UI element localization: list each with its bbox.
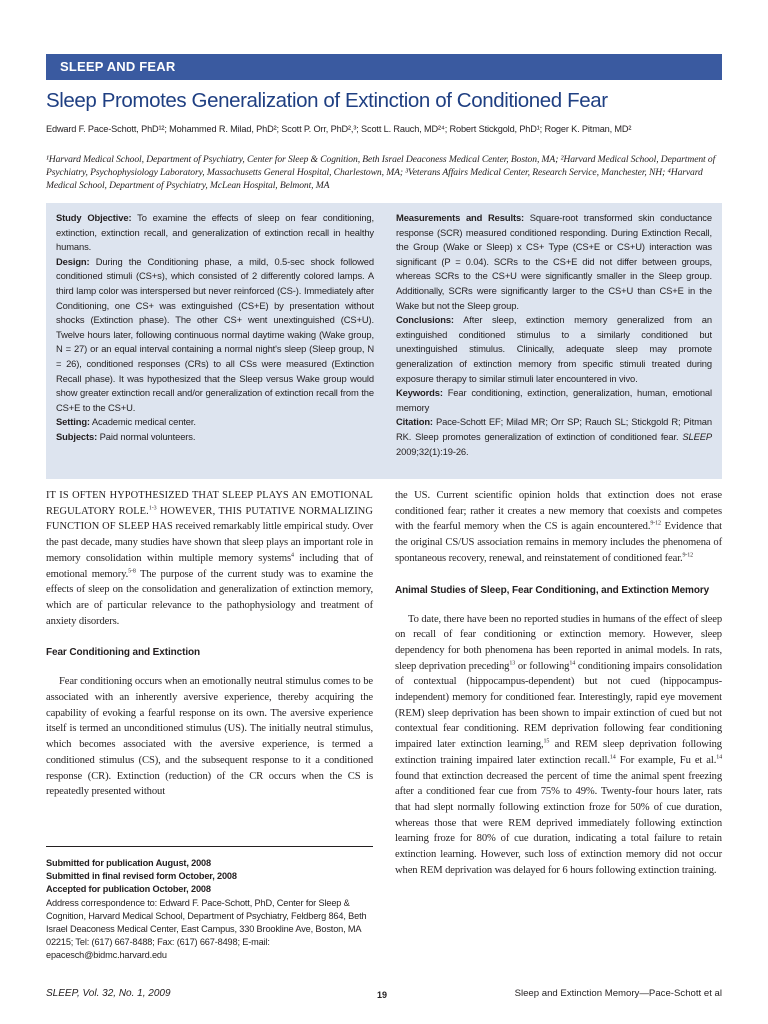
affiliations: ¹Harvard Medical School, Department of Psychiatry, Center for Sleep & Cognition, Beth Israel Deaconess Medical Center, Boston, MA; ²Harvard Medical School, Department of Psychiatry, Psychophysiology Laboratory, Massachusetts General Hospital, Charlestown, MA; ³Veterans Affairs Medical Center, Research Service, Manchester, NH; ⁴Harvard Medical School, Department of Psychiatry, McLean Hospital, Belmont, MA [46,154,716,191]
intro-text-a: received remarkably little empirical study. Over the past decade, many studies have shown that sleep plays an important role in memory consolidation within multiple memory systems [46,521,373,564]
animal-text-c: conditioning impairs consolidation of contextual (hippocampus-dependent) but not cued (hippocampus-independent) memory for conditioned fear. Interestingly, rapid eye movement (REM) sleep deprivation has been shown to impair extinction of cued but not contextual fear conditioning. REM deprivation following fear conditioning impaired later extinction learning, [395,660,722,751]
extinction-text-b: Evidence that the original CS/US association remains in memory includes the phenomena of spontaneous recovery, renewal, and reinstatement of conditioned fear. [395,521,722,564]
ref-marker: 15 [543,738,550,745]
ref-marker: 13 [509,660,516,667]
setting-text: Academic medical center. [91,416,196,428]
author-list: Edward F. Pace-Schott, PhD¹²; Mohammed R. Milad, PhD²; Scott P. Orr, PhD²,³; Scott L. Rauch, MD²⁴; Robert Stickgold, PhD¹; Roger K. Pitman, MD² [46,124,632,134]
abstract-right-column [396,211,712,459]
intro-text-c: The purpose of the current study was to examine the effects of sleep on the consolidation and generalization of extinction memory, which are of particular relevance to the pathophysiology and treatment of anxiety disorders. [46,568,373,627]
measurements-label: Measurements and Results: [396,212,525,223]
running-title: Sleep and Extinction Memory—Pace-Schott et al [514,988,722,999]
extinction-paragraph [395,488,722,567]
conclusions-label: Conclusions: [396,314,454,326]
abstract-box [46,203,722,479]
body-right-column [395,488,722,878]
subjects-text: Paid normal volunteers. [99,430,196,442]
study-objective-label: Study Objective: [56,212,132,223]
abstract-subjects [56,430,374,445]
measurements-text: Square-root transformed skin conductance response (SCR) measured conditioned responding. During Extinction Recall, the Group (Wake or Sleep) x CS+ Type (CS+E or CS+U) interaction was significant (P = 0.04). SCRs to the CS+E did not differ between groups, whereas SCRs to the CS+U were significantly smaller in the Sleep group. Additionally, SCRs were significantly larger to the CS+U than CS+E in the Wake but not the Sleep group. [396,212,712,311]
section-label: SLEEP AND FEAR [60,59,176,74]
body-left-column [46,488,373,800]
citation-journal: SLEEP [682,430,712,442]
keywords-label: Keywords: [396,387,443,399]
ref-marker: 14 [569,660,576,667]
ref-marker: 4 [291,552,294,559]
citation-text: Pace-Schott EF; Milad MR; Orr SP; Rauch SL; Stickgold R; Pitman RK. Sleep promotes generalization of extinction of conditioned fear. [396,416,712,442]
heading-animal-studies: Animal Studies of Sleep, Fear Conditioning, and Extinction Memory [395,584,710,596]
conclusions-text: After sleep, extinction memory generalized from an extinguished conditioned stimulus to a similarly conditioned but unextinguished stimulus. Clinically, adequate sleep may promote generalization of extinction memory from specific stimuli treated during exposure therapy to similar stimuli later encountered in vivo. [396,314,712,384]
intro-lead-caps: IT IS OFTEN HYPOTHESIZED THAT SLEEP PLAYS AN EMOTIONAL REGULATORY ROLE. [46,490,373,517]
animal-text-d: and REM sleep deprivation following extinction training impaired later extinction recall. [395,739,722,766]
design-label: Design: [56,255,90,267]
submission-notes [46,857,373,963]
keywords-text: Fear conditioning, extinction, generalization, human, emotional memory [396,387,712,413]
animal-text-a: To date, there have been no reported studies in humans of the effect of sleep on recall of fear conditioning or extinction memory. However, sleep dependency for both phenomena has been reported in animal models. In rats, sleep deprivation preceding [395,613,722,672]
ref-marker: 1-3 [148,505,157,512]
fear-conditioning-paragraph: Fear conditioning occurs when an emotionally neutral stimulus comes to be associated with an inherently aversive experience, thereby acquiring the capability of evoking a fearful response on its own. The aversive experience itself is termed an unconditioned stimulus (US). The initially neutral stimulus, which becomes associated with the aversive experience, is termed a conditioned stimulus (CS), and the subsequent response to it a conditioned response (CR). Extinction (reduction) of the CR occurs when the CS is repeatedly presented without [46,676,373,798]
heading-fear-conditioning: Fear Conditioning and Extinction [46,647,201,659]
article-title: Sleep Promotes Generalization of Extinction of Conditioned Fear [46,89,608,112]
ref-marker: 14 [716,754,722,761]
abstract-setting [56,415,374,430]
notes-divider [46,846,373,847]
abstract-study-objective [56,211,374,255]
footer-journal: SLEEP, Vol. 32, No. 1, 2009 [46,988,171,999]
correspondence-address: Address correspondence to: Edward F. Pace-Schott, PhD, Center for Sleep & Cognition, Harvard Medical School, Department of Psychiatry, Feldberg 864, Beth Israel Deaconess Medical Center, East Campus, 330 Brookline Ave, Boston, MA 02215; Tel: (617) 667-8488; Fax: (617) 667-8498; E-mail: epacesch@bidmc.harvard.edu [46,897,367,961]
ref-marker: 14 [609,754,616,761]
animal-studies-paragraph [395,612,722,879]
citation-label: Citation: [396,416,433,428]
ref-marker: 9-12 [650,520,661,527]
animal-text-f: found that extinction decreased the percent of time the animal spent freezing after a conditioned fear cue from 75% to 49%. Twenty-four hours later, rats that had slept normally following extinction froze for 50% of cue duration, whereas those that were REM deprived immediately following extinction learning froze for 80% of cue duration, indicating a total failure to retain extinction learning. However, such loss of extinction memory did not occur when REM deprivation was delayed for 6 hours following extinction training. [395,770,722,876]
abstract-left-column [56,211,374,445]
setting-label: Setting: [56,416,90,428]
citation-volume: 2009;32(1):19-26. [396,445,469,457]
page-number: 19 [377,990,388,1000]
design-text: During the Conditioning phase, a mild, 0.5-sec shock followed conditioned stimuli (CS+s), which consisted of 2 differently colored lamps. A third lamp color was interspersed but never reinforced (CS-). Immediately after Conditioning, one CS+ was extinguished (CS+E) by presentation without shocks (Extinction phase). The other CS+ went unextinguished (CS+U). Twelve hours later, following continuous normal daytime waking (Wake group, N = 27) or an equal interval containing a normal night's sleep (Sleep group, N = 26), conditioned responses (CRs) to all CSs were measured (Extinction Recall phase). It was hypothesized that the Sleep versus Wake group would show greater extinction recall and/or generalization of extinction recall from the CS+E to the CS+U. [56,255,374,413]
ref-marker: 5-8 [128,567,136,574]
study-objective-text: To examine the effects of sleep on fear conditioning, extinction, extinction recall, and generalization of extinction recall in healthy humans. [56,212,374,253]
extinction-text-a: the US. Current scientific opinion holds that extinction does not erase conditioned fear; rather it creates a new memory that coexists and competes with the fearful memory when the CS is again encountered. [395,490,722,533]
section-banner [46,54,722,80]
abstract-citation [396,415,712,459]
abstract-measurements [396,211,712,313]
animal-text-b: or following [515,660,570,672]
submitted-date: Submitted for publication August, 2008 [46,858,211,868]
animal-text-e: For example, Fu et al. [615,754,717,766]
revised-date: Submitted in final revised form October, 2008 [46,871,237,882]
abstract-conclusions [396,313,712,386]
subjects-label: Subjects: [56,430,98,442]
ref-marker: 9-12 [682,552,694,559]
intro-lead-caps-2: HOWEVER, THIS PUTATIVE NORMALIZING FUNCTION OF SLEEP HAS [46,505,373,533]
intro-paragraph [46,488,373,629]
intro-text-b: including that of emotional memory. [46,552,374,580]
abstract-keywords [396,386,712,415]
accepted-date: Accepted for publication October, 2008 [46,884,211,895]
abstract-design [56,255,374,416]
